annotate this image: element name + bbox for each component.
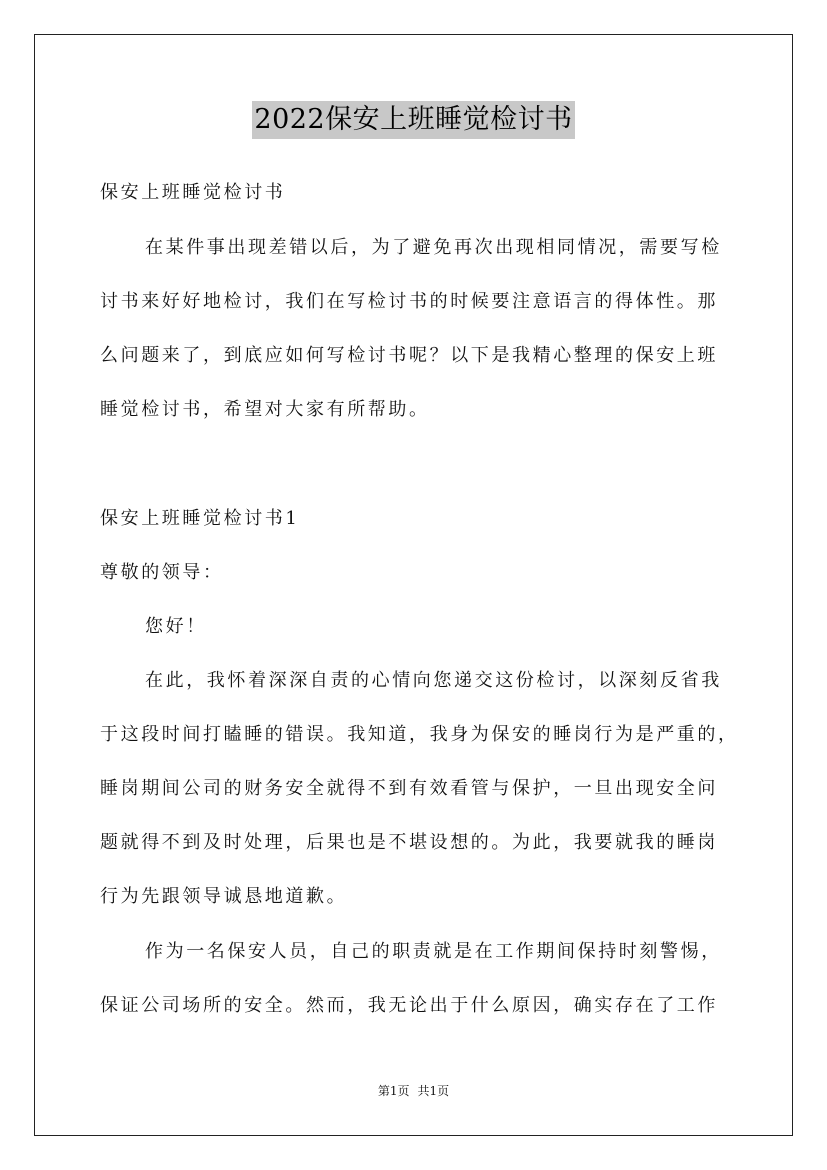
paragraph-line: 在此，我怀着深深自责的心情向您递交这份检讨，以深刻反省我 [145,670,722,691]
paragraph-line: 于这段时间打瞌睡的错误。我知道，我身为保安的睡岗行为是严重的， [100,724,739,745]
greeting: 您好！ [145,616,207,637]
paragraph-line: 睡岗期间公司的财务安全就得不到有效看管与保护，一旦出现安全问 [100,778,718,799]
paragraph-line: 讨书来好好地检讨，我们在写检讨书的时候要注意语言的得体性。那 [100,291,718,312]
paragraph-line: 么问题来了，到底应如何写检讨书呢？以下是我精心整理的保安上班 [100,345,718,366]
paragraph-line: 保证公司场所的安全。然而，我无论出于什么原因，确实存在了工作 [100,995,718,1016]
paragraph-line: 在某件事出现差错以后，为了避免再次出现相同情况，需要写检 [145,237,722,258]
paragraph-line: 作为一名保安人员，自己的职责就是在工作期间保持时刻警惕， [145,941,722,962]
paragraph-line: 题就得不到及时处理，后果也是不堪设想的。为此，我要就我的睡岗 [100,832,718,853]
page-footer [0,1083,827,1099]
page-number-total: 共1页 [417,1084,450,1098]
section-heading: 保安上班睡觉检讨书 [100,182,286,203]
title-container [0,101,827,139]
document-title: 2022保安上班睡觉检讨书 [252,101,574,139]
section-heading: 保安上班睡觉检讨书1 [100,508,300,529]
salutation: 尊敬的领导： [100,562,224,583]
paragraph-line: 行为先跟领导诚恳地道歉。 [100,886,348,907]
paragraph-line: 睡觉检讨书，希望对大家有所帮助。 [100,399,430,420]
page-number-current: 第1页 [377,1084,410,1098]
